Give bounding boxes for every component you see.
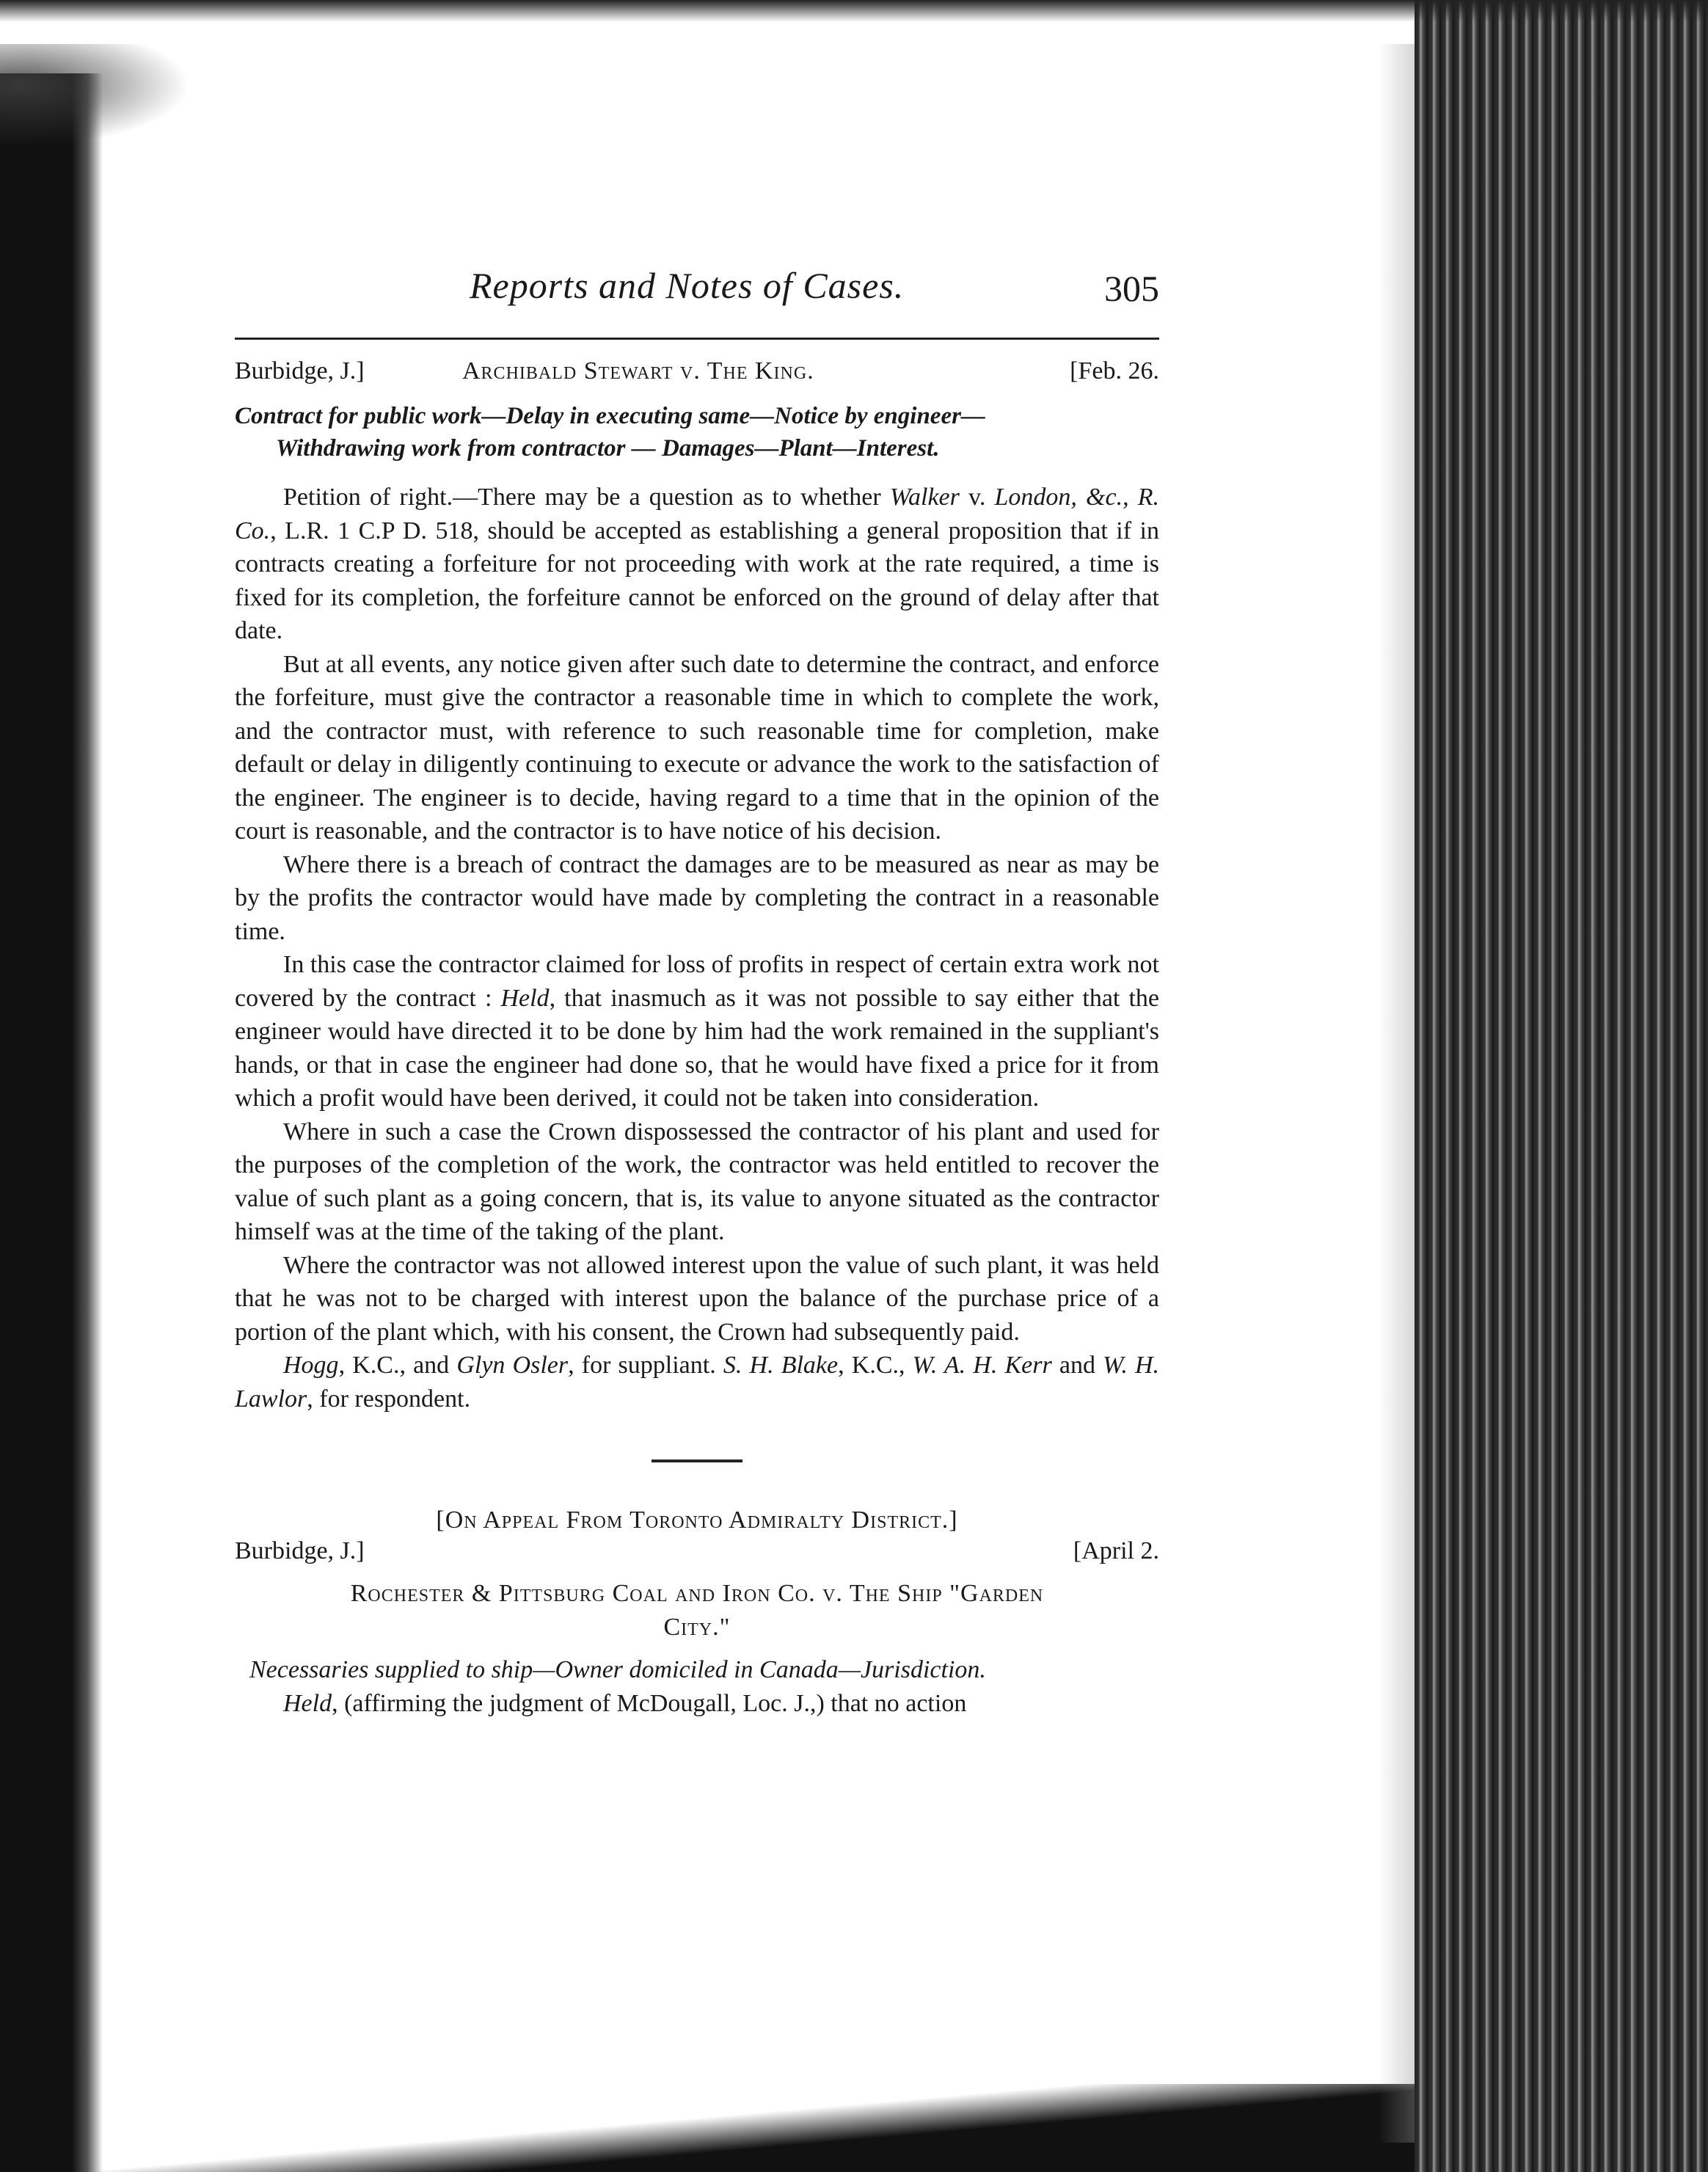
text-run: , that inasmuch as it was not possible to say either that the engineer would have directed it to be done by him had the work remained in the suppliant's hands, or that in case the engineer had done so, that he would have fixed a price for it from which a profit would have been derived, it could not be taken into consideration. — [235, 984, 1159, 1112]
text-run: Petition of right.—There may be a question as to whether — [283, 484, 890, 511]
case1-paragraph-1 — [235, 481, 1159, 648]
text-run: , K.C., — [838, 1352, 913, 1379]
page-number: 305 — [1104, 268, 1159, 309]
page-stack-edge — [1415, 0, 1708, 2172]
text-run: , K.C., and — [338, 1352, 457, 1379]
case1-parties: Archibald Stewart v. The King. — [462, 357, 814, 385]
book-page — [235, 264, 1159, 1721]
top-scan-edge — [0, 0, 1708, 22]
case1-judge: Burbidge, J.] — [235, 357, 365, 385]
case1-paragraph-5: Where in such a case the Crown dispossessed the contractor of his plant and used for the purposes of the completion of the work, the contractor was held entitled to recover the value of such plant as a going concern, that is, its value to anyone situated as the contractor himself was at the time of the taking of the plant. — [235, 1118, 1159, 1245]
counsel-name: W. A. H. Kerr — [912, 1352, 1052, 1379]
text-run: , for respondent. — [307, 1385, 471, 1413]
case2-parties-line2: City." — [663, 1614, 731, 1641]
text-run: , for suppliant. — [568, 1352, 723, 1379]
case2-parties — [235, 1577, 1159, 1644]
text-run: v. — [959, 484, 995, 511]
case1-headnote-line1: Contract for public work—Delay in executing same—Notice by engineer— — [235, 403, 985, 429]
counsel-name: S. H. Blake — [723, 1352, 839, 1379]
scan-smudge — [0, 44, 191, 147]
case1-paragraph-3: Where there is a breach of contract the damages are to be measured as near as may be by the profits the contractor would have made by completing the contract in a reasonable time. — [235, 850, 1159, 945]
text-run: and — [1051, 1352, 1103, 1379]
case2-judge: Burbidge, J.] — [235, 1537, 365, 1564]
case2-appeal-heading: [On Appeal From Toronto Admiralty District.] — [436, 1506, 958, 1534]
case2-date: [April 2. — [1073, 1537, 1159, 1564]
case1-paragraph-6: Where the contractor was not allowed interest upon the value of such plant, it was held that he was not to be charged with interest upon the balance of the purchase price of a portion of the plant which, with his consent, the Crown had subsequently paid. — [235, 1251, 1159, 1346]
counsel-name: W. H. Lawlor — [235, 1352, 1160, 1413]
counsel-name: Glyn Osler — [456, 1352, 569, 1379]
case1-headnote — [235, 400, 1159, 464]
case2-paragraph-1 — [235, 1687, 1159, 1721]
case-citation: Walker — [889, 484, 960, 511]
case2-caption — [235, 1537, 1159, 1577]
held-label: Held — [500, 984, 550, 1012]
text-run: In this case the contractor claimed for loss of profits in respect of certain extra work not covered by the contract : — [235, 951, 1159, 1012]
running-title: Reports and Notes of Cases. — [470, 265, 905, 306]
section-divider — [652, 1459, 742, 1462]
counsel-name: Hogg — [283, 1352, 339, 1379]
case1-date: [Feb. 26. — [1070, 357, 1159, 385]
running-head — [235, 264, 1159, 330]
case1-caption — [235, 357, 1159, 400]
case1-paragraph-4 — [235, 948, 1159, 1115]
case2-headnote: Necessaries supplied to ship—Owner domiciled in Canada—Jurisdiction. — [249, 1656, 986, 1683]
text-run: , L.R. 1 C.P D. 518, should be accepted as establishing a general proposition that if in contracts creating a forfeiture for not proceeding with work at the rate required, a time is fixed for its completion, the forfeiture cannot be enforced on the ground of delay after that date. — [235, 517, 1159, 644]
case1-paragraph-2: But at all events, any notice given after such date to determine the contract, and enforce the forfeiture, must give the contractor a reasonable time in which to complete the work, and the contractor must, with reference to such reasonable time for completion, make default or delay in diligently continuing to execute or advance the work to the satisfaction of the engineer. The engineer is to decide, having regard to a time that in the opinion of the court is reasonable, and the contractor is to have notice of his decision. — [235, 650, 1159, 845]
binding-shadow — [0, 73, 103, 2172]
case1-counsel — [235, 1349, 1159, 1415]
header-rule — [235, 338, 1159, 340]
held-label: Held — [283, 1690, 332, 1717]
case2-parties-line1: Rochester & Pittsburg Coal and Iron Co. v. The Ship "Garden — [350, 1580, 1044, 1607]
text-run: , (affirming the judgment of McDougall, Loc. J.,) that no action — [332, 1690, 967, 1717]
case1-headnote-line2: Withdrawing work from contractor — Damages—Plant—Interest. — [276, 435, 940, 462]
case-citation: London, &c., R. Co. — [235, 484, 1159, 544]
